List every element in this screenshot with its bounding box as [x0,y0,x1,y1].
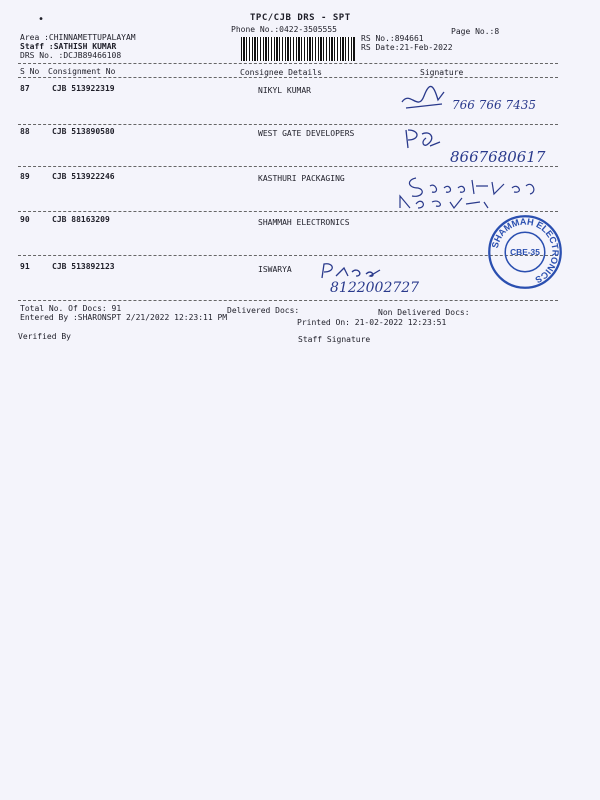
handwritten-signature [396,172,556,216]
divider [18,300,558,301]
staff-label: Staff :SATHISH KUMAR [20,42,117,51]
barcode [241,37,355,61]
stamp-text: SHAMMAH ELECTRONICS [489,216,561,285]
row-consignee: ISWARYA [258,265,292,274]
total-docs: Total No. Of Docs: 91 [20,304,122,313]
stamp-code: CBE-35 [510,247,540,258]
row-consignee: KASTHURI PACKAGING [258,174,345,183]
divider [18,211,558,212]
speck-mark: • [38,14,45,25]
row-consignee: WEST GATE DEVELOPERS [258,129,355,138]
document-title: TPC/CJB DRS - SPT [250,13,351,23]
row-consignment: CJB 513892123 [52,262,115,271]
staff-signature-label: Staff Signature [298,335,371,344]
row-consignee: NIKYL KUMAR [258,86,311,95]
row-consignment: CJB 513922246 [52,172,115,181]
company-stamp [487,214,563,290]
row-consignment: CJB 513922319 [52,84,115,93]
divider [18,124,558,125]
row-sno: 89 [20,172,30,181]
row-consignment: CJB 513890580 [52,127,115,136]
row-sno: 91 [20,262,30,271]
handwritten-signature [402,126,442,152]
non-delivered-docs: Non Delivered Docs: [378,308,470,317]
printed-on: Printed On: 21-02-2022 12:23:51 [297,318,447,327]
entered-by: Entered By :SHARONSPT 2/21/2022 12:23:11 PM [20,313,228,322]
row-sno: 87 [20,84,30,93]
row-consignee: SHAMMAH ELECTRONICS [258,218,350,227]
phone-number: Phone No.:0422-3505555 [231,25,337,34]
rs-date: RS Date:21-Feb-2022 [361,43,453,52]
row-consignment: CJB 88163209 [52,215,110,224]
col-header-signature: Signature [420,68,464,77]
divider [18,63,558,64]
drs-number: DRS No. :DCJB89466108 [20,51,122,60]
page-number: Page No.:8 [451,27,500,36]
col-header-sno: S No [20,67,40,76]
divider [18,77,558,78]
area-label: Area :CHINNAMETTUPALAYAM [20,33,136,42]
handwritten-signature [318,260,388,280]
row-sno: 88 [20,127,30,136]
col-header-consignee: Consignee Details [240,68,322,77]
col-header-consignment: Consignment No [48,67,116,76]
divider [18,255,558,256]
handwritten-signature [398,82,448,116]
rs-number: RS No.:894661 [361,34,424,43]
delivered-docs: Delivered Docs: [227,306,300,315]
row-written-phone: 8122002727 [330,280,420,296]
divider [18,166,558,167]
verified-by: Verified By [18,332,71,341]
row-sno: 90 [20,215,30,224]
row-written-phone: 766 766 7435 [452,98,536,112]
row-written-phone: 8667680617 [450,148,546,166]
